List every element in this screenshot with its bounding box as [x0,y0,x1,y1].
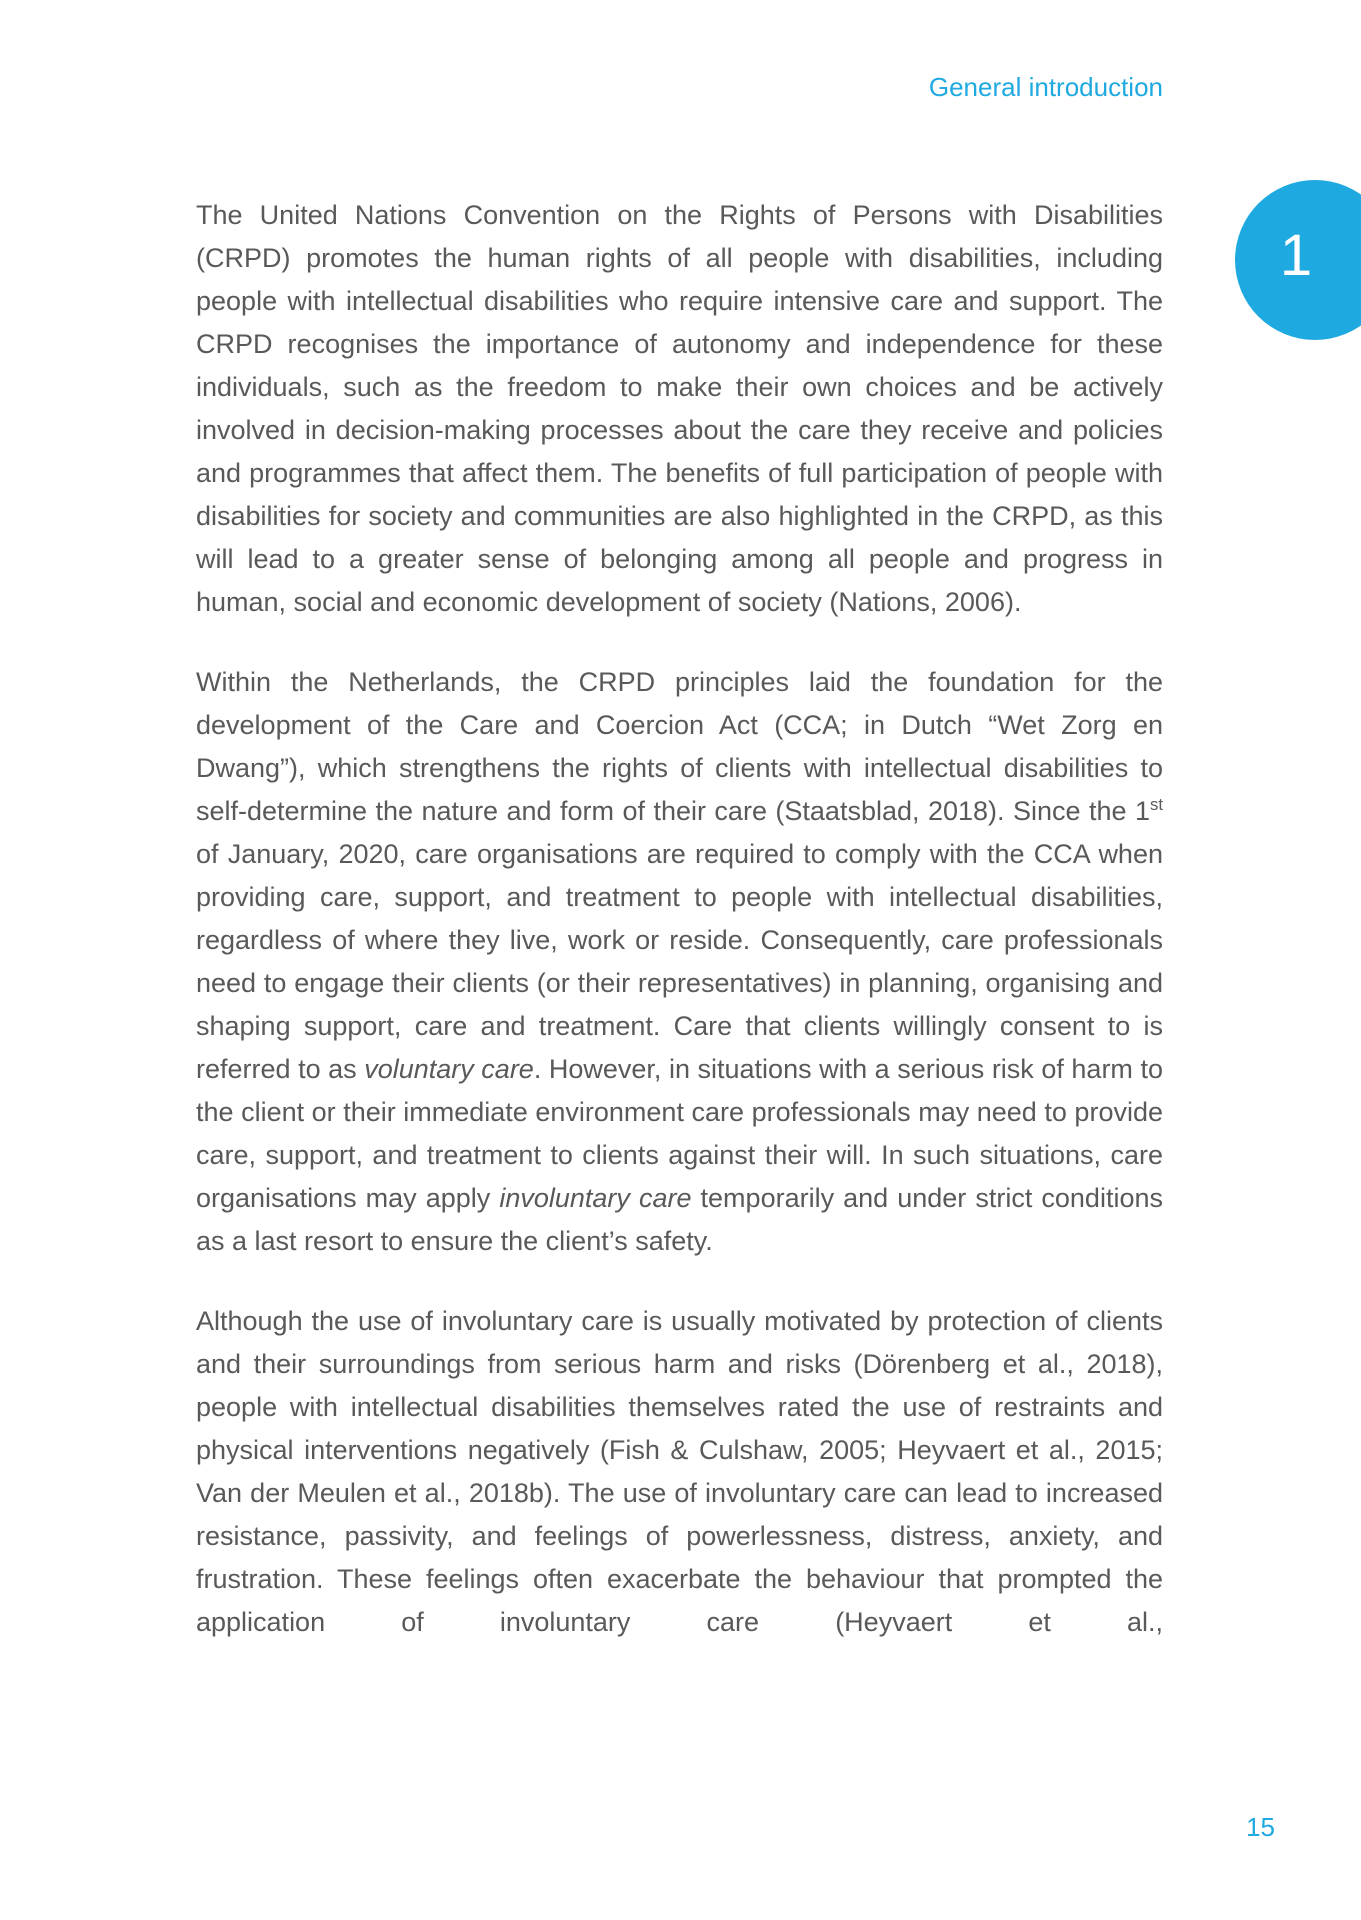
running-header: General introduction [928,72,1163,102]
paragraph: Within the Netherlands, the CRPD principles laid the foundation for the development of the Care and Coercion Act (CCA; in Dutch “Wet Zorg en Dwang”), which strengthens the rights of clients with intellectual disabilities to self-determine the nature and form of their care (Staatsblad, 2018). Since the 1st of January, 2020, care organisations are required to comply with the CCA when providing care, support, and treatment to people with intellectual disabilities, regardless of where they live, work or reside. Consequently, care professionals need to engage their clients (or their representatives) in planning, organising and shaping support, care and treatment. Care that clients willingly consent to is referred to as voluntary care. However, in situations with a serious risk of harm to the client or their immediate environment care professionals may need to provide care, support, and treatment to clients against their will. In such situations, care organisations may apply involuntary care temporarily and under strict conditions as a last resort to ensure the client’s safety. [196,667,1163,1256]
paragraph: The United Nations Convention on the Rights of Persons with Disabilities (CRPD) promotes the human rights of all people with disabilities, including people with intellectual disabilities who require intensive care and support. The CRPD recognises the importance of autonomy and independence for these individuals, such as the freedom to make their own choices and be actively involved in decision-making processes about the care they receive and policies and programmes that affect them. The benefits of full participation of people with disabilities for society and communities are also highlighted in the CRPD, as this will lead to a greater sense of belonging among all people and progress in human, social and economic development of society (Nations, 2006). [196,200,1163,617]
paragraph: Although the use of involuntary care is usually motivated by protection of clients and their surroundings from serious harm and risks (Dörenberg et al., 2018), people with intellectual disabilities themselves rated the use of restraints and physical interventions negatively (Fish & Culshaw, 2005; Heyvaert et al., 2015; Van der Meulen et al., 2018b). The use of involuntary care can lead to increased resistance, passivity, and feelings of powerlessness, distress, anxiety, and frustration. These feelings often exacerbate the behaviour that prompted the application of involuntary care (Heyvaert et al., [196,1306,1163,1637]
page-number: 15 [1246,1812,1275,1842]
body-text [196,194,1163,1681]
chapter-number-label: 1 [1279,222,1313,288]
chapter-tab [1235,180,1361,340]
